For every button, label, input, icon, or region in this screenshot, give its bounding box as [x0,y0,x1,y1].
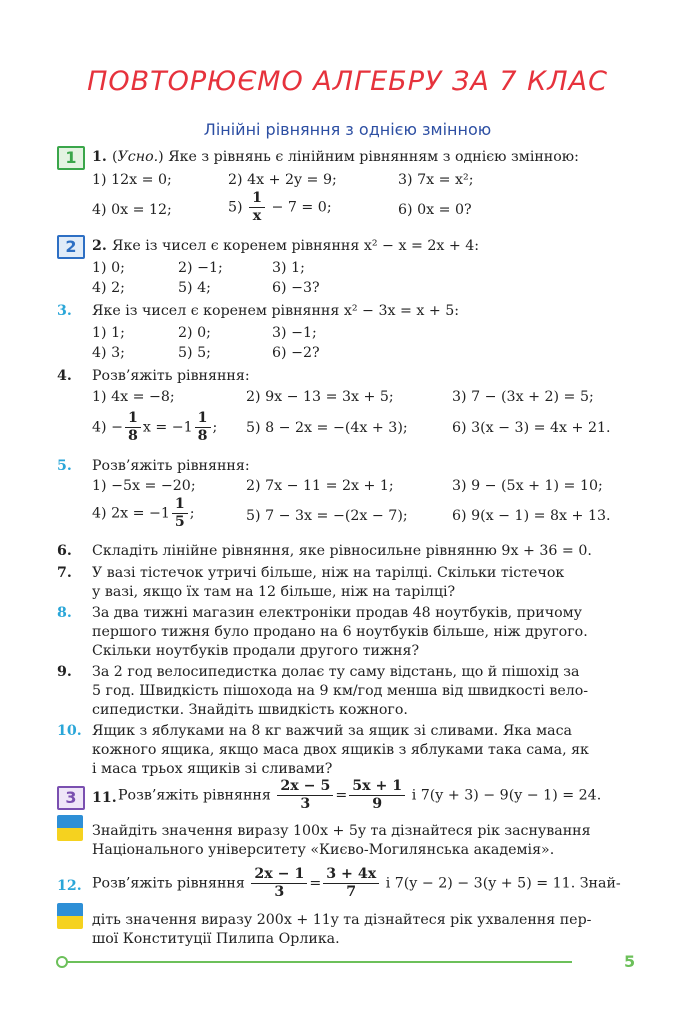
task-text-line-1: У вазі тістечок утричі більше, ніж на тарілці. Скільки тістечок [92,565,565,581]
task-text-line-3: сипедистки. Знайдіть швидкість кожного. [92,702,408,718]
task-text [118,778,601,813]
option-rest: − 7 = 0; [271,199,332,216]
oral-label: Усно. [117,149,159,165]
paren-open: ( [112,149,118,165]
ukraine-flag-icon [57,903,83,929]
footer-divider [62,961,572,963]
option: 2) 9x − 13 = 3x + 5; [246,389,394,405]
option-fraction [92,410,217,445]
ukraine-flag-icon [57,815,83,841]
level-1-badge: 1 [57,146,85,170]
option: 4) 0x = 12; [92,202,172,218]
option: 3) 7 − (3x + 2) = 5; [452,389,594,405]
option-fraction [228,190,332,225]
task-number: 7. [57,565,72,581]
option: 5) 8 − 2x = −(4x + 3); [246,420,408,436]
option: 3) −1; [272,325,317,341]
task-text-start: Розв’яжіть рівняння [118,787,271,804]
denominator: 5 [174,514,185,530]
equals-sign: = [335,787,348,804]
task-number: 4. [57,368,72,384]
fraction [251,866,307,901]
option: 5) 5; [178,345,211,361]
fraction [249,190,265,225]
task-text-line-1: Ящик з яблуками на 8 кг важчий за ящик зі сливами. Яка маса [92,723,573,739]
task-number: 10. [57,723,82,739]
task-number: 11. [92,790,117,806]
task-text: Яке із чисел є коренем рівняння x² − 3x = x + 5: [92,303,460,319]
task-text-line-2: діть значення виразу 200x + 11y та дізнайтеся рік ухвалення пер- [92,912,592,928]
task-text: Яке із чисел є коренем рівняння x² − x = 2x + 4: [112,238,480,254]
fraction [195,410,211,445]
fraction [125,410,141,445]
option: 6) 0x = 0? [398,202,472,218]
task-text-line-2: 5 год. Швидкість пішохода на 9 км/год менша від швидкості вело- [92,683,589,699]
option: 5) 4; [178,280,211,296]
denominator: x [252,208,262,224]
task-text-line-2: Знайдіть значення виразу 100x + 5y та дізнайтеся рік заснування [92,823,591,839]
task-1-options-row-2 [0,190,695,238]
option: 2) 7x − 11 = 2x + 1; [246,478,394,494]
numerator: 2x − 1 [251,866,307,884]
fraction [277,778,333,813]
task-text: Розв’яжіть рівняння: [92,458,250,474]
numerator: 5x + 1 [349,778,405,796]
denominator: 8 [127,428,138,444]
option: 6) 3(x − 3) = 4x + 21. [452,420,611,436]
option: 3) 9 − (5x + 1) = 10; [452,478,603,494]
task-text-line-3: Національного університету «Києво-Могилянська академія». [92,842,555,858]
task-text-line-2: кожного ящика, якщо маса двох ящиків з яблуками така сама, як [92,742,589,758]
task-11 [0,778,695,818]
option: 1) 0; [92,260,125,276]
task-text: Складіть лінійне рівняння, яке рівносильне рівнянню 9x + 36 = 0. [92,543,592,559]
equals-sign: = [309,875,322,892]
option-label: 4) 2x = −1 [92,505,170,522]
option: 4) 2; [92,280,125,296]
option: 6) −3? [272,280,320,296]
task-text [112,147,579,167]
numerator: 1 [172,496,188,514]
task-text-line-1: За 2 год велосипедистка долає ту саму відстань, що й пішохід за [92,664,580,680]
option-label: 5) [228,199,243,216]
fraction [172,496,188,531]
numerator: 1 [249,190,265,208]
task-text-line-2: першого тижня було продано на 6 ноутбуків більше, ніж другого. [92,624,588,640]
task-text-line-3: шої Конституції Пилипа Орлика. [92,931,340,947]
task-text-line-1: За два тижні магазин електроніки продав 48 ноутбуків, причому [92,605,583,621]
level-3-badge: 3 [57,786,85,810]
option: 3) 1; [272,260,305,276]
option: 2) 0; [178,325,211,341]
task-4-options-row-2 [0,410,695,450]
option: 3) 7x = x²; [398,172,474,188]
option-end: ; [189,505,195,522]
page-number: 5 [624,952,636,971]
numerator: 2x − 5 [277,778,333,796]
task-number: 3. [57,303,72,319]
task-5-options-row-2 [0,496,695,536]
task-number: 12. [57,878,82,894]
task-number: 1. [92,149,107,165]
level-2-badge: 2 [57,235,85,259]
denominator: 8 [197,428,208,444]
option: 1) 12x = 0; [92,172,172,188]
fraction [349,778,405,813]
option-mid: x = −1 [142,419,193,436]
option: 6) 9(x − 1) = 8x + 13. [452,508,611,524]
task-text-end: і 7(y − 2) − 3(y + 5) = 11. Знай- [385,875,621,892]
section-subtitle: Лінійні рівняння з однією змінною [203,120,492,139]
denominator: 9 [372,796,383,812]
option: 2) 4x + 2y = 9; [228,172,337,188]
numerator: 1 [195,410,211,428]
task-number: 2. [92,238,107,254]
denominator: 3 [300,796,311,812]
option: 5) 7 − 3x = −(2x − 7); [246,508,408,524]
task-text-line-2: у вазі, якщо їх там на 12 більше, ніж на тарілці? [92,584,456,600]
option: 1) 1; [92,325,125,341]
option: 4) 3; [92,345,125,361]
numerator: 3 + 4x [323,866,379,884]
fraction [323,866,379,901]
denominator: 3 [274,884,285,900]
task-12 [0,866,695,906]
task-number: 5. [57,458,72,474]
task-number: 9. [57,664,72,680]
task-text-line-3: Скільки ноутбуків продали другого тижня? [92,643,420,659]
task-1-text: ) Яке з рівнянь є лінійним рівнянням з однією змінною: [158,149,579,165]
task-text-start: Розв’яжіть рівняння [92,875,245,892]
numerator: 1 [125,410,141,428]
task-number: 8. [57,605,72,621]
task-number: 6. [57,543,72,559]
option: 1) −5x = −20; [92,478,196,494]
denominator: 7 [346,884,357,900]
task-text: Розв’яжіть рівняння: [92,368,250,384]
task-text-line-3: і маса трьох ящиків зі сливами? [92,761,333,777]
option: 1) 4x = −8; [92,389,175,405]
task-text [92,866,621,901]
option-fraction [92,496,195,531]
option-end: ; [212,419,218,436]
option-label: 4) − [92,419,123,436]
footer-dot-icon [56,956,68,968]
option: 2) −1; [178,260,223,276]
page-title: ПОВТОРЮЄМО АЛГЕБРУ ЗА 7 КЛАС [87,66,608,97]
task-text-end: і 7(y + 3) − 9(y − 1) = 24. [411,787,602,804]
option: 6) −2? [272,345,320,361]
